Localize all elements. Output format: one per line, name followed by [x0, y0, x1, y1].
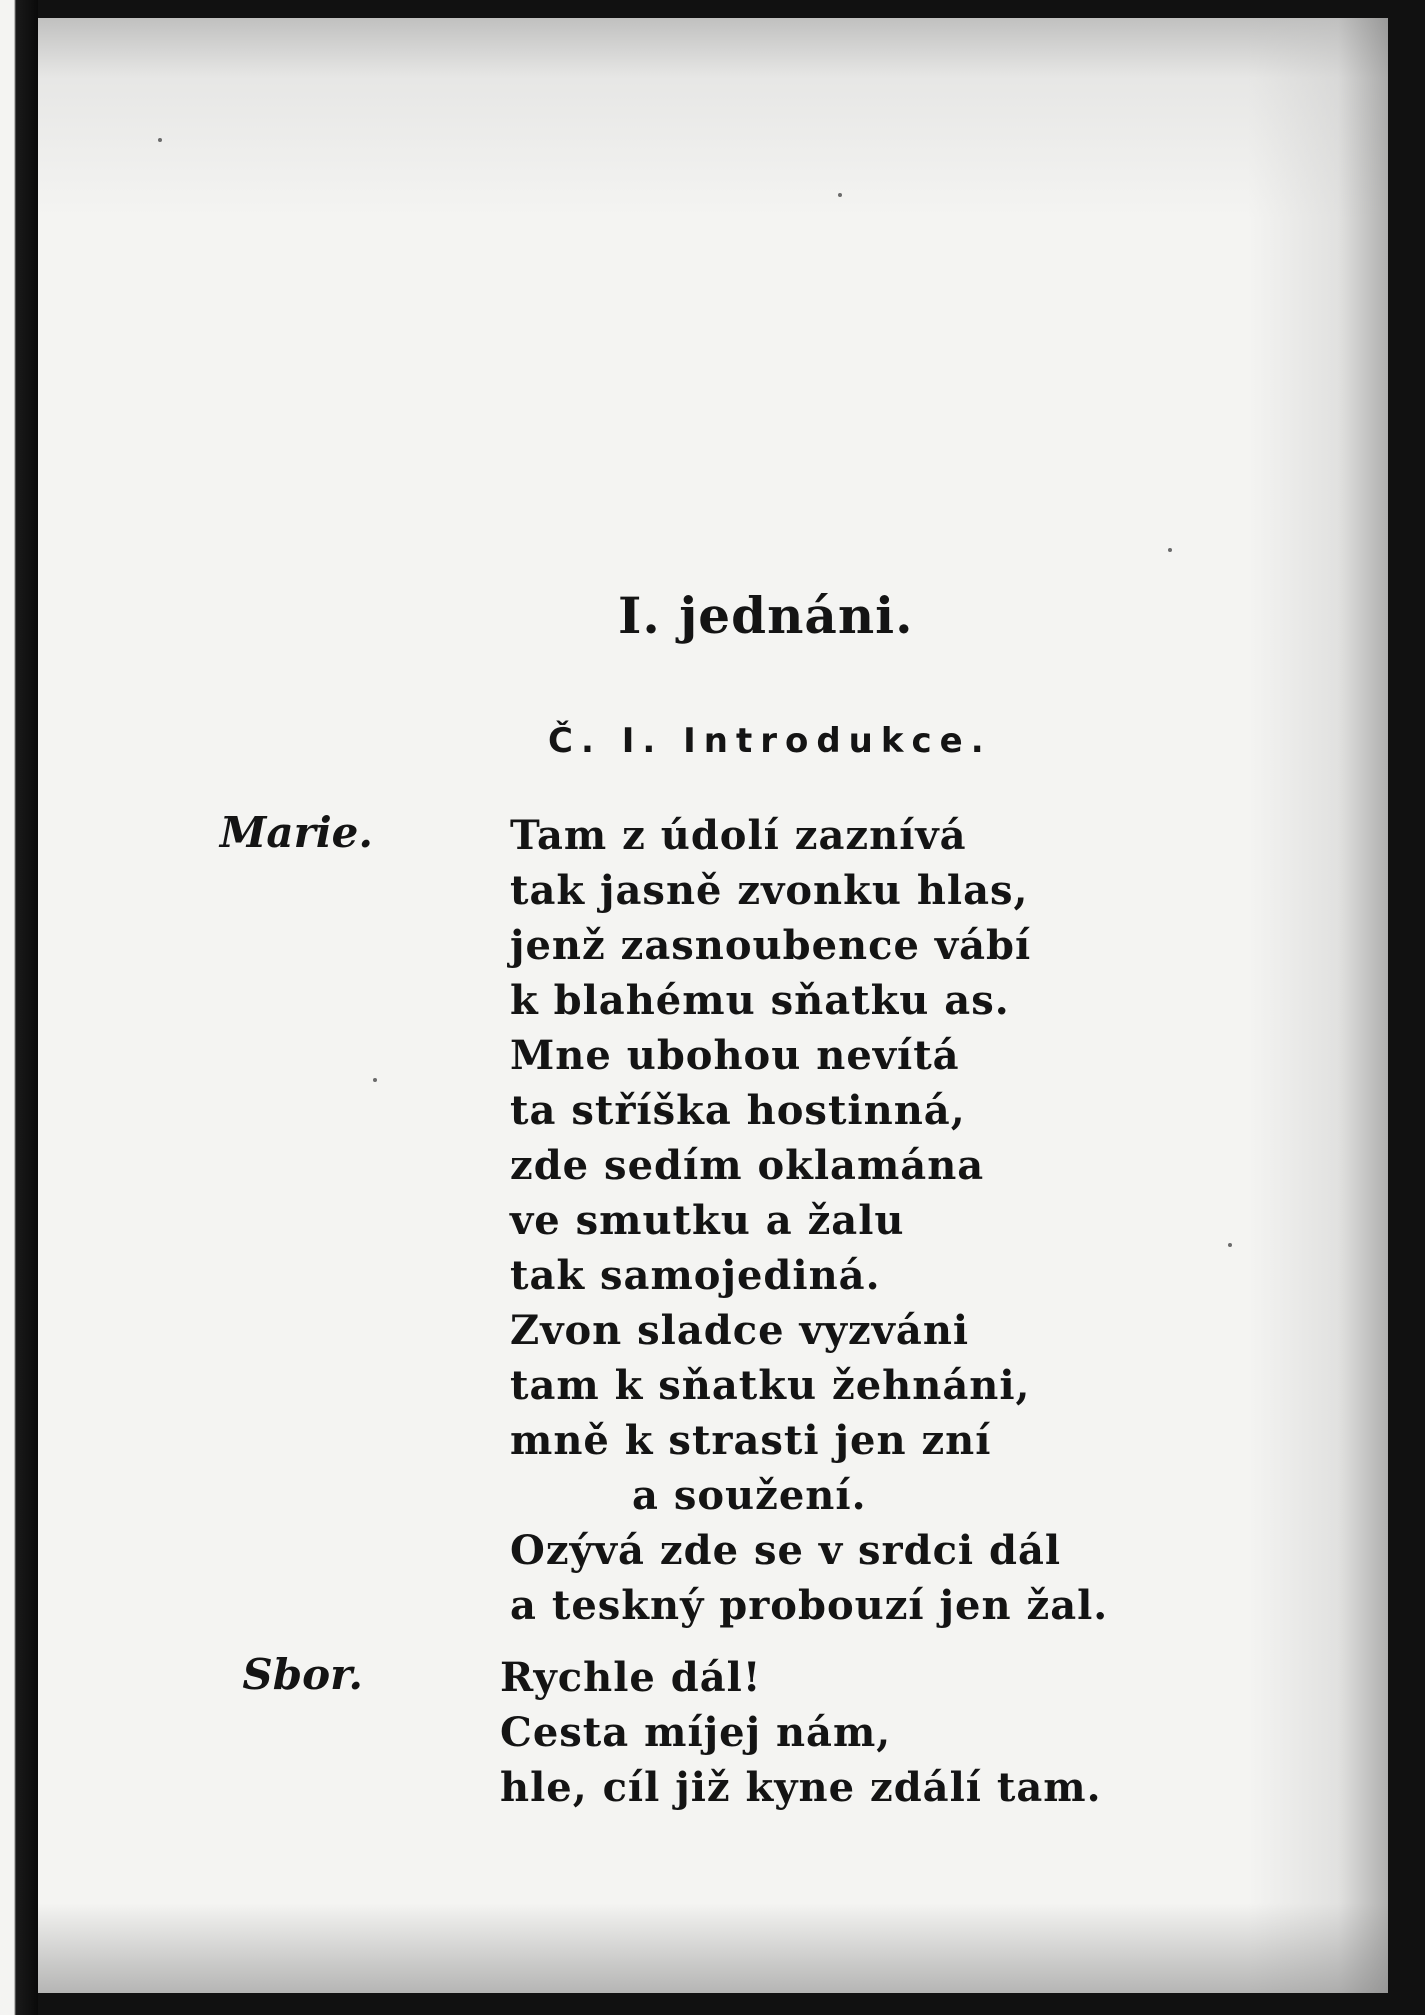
verse-line: a teskný probouzí jen žal. — [510, 1582, 1109, 1629]
verse-line: tak samojediná. — [510, 1252, 881, 1299]
verse-line: Mne ubohou nevítá — [510, 1032, 960, 1079]
act-heading: I. jednáni. — [618, 586, 914, 645]
verse-sbor — [500, 1650, 1102, 1815]
verse-line: hle, cíl již kyne zdálí tam. — [500, 1764, 1102, 1811]
speaker-sbor: Sbor. — [242, 1650, 363, 1699]
verse-marie — [510, 808, 1108, 1633]
libretto-text — [38, 18, 1388, 1993]
verse-line: a soužení. — [632, 1472, 867, 1519]
verse-line: Tam z údolí zaznívá — [510, 812, 967, 859]
verse-line: k blahému sňatku as. — [510, 977, 1010, 1024]
verse-line: ta stříška hostinná, — [510, 1087, 966, 1134]
verse-line: tam k sňatku žehnáni, — [510, 1362, 1031, 1409]
verse-line: mně k strasti jen zní — [510, 1417, 992, 1464]
verse-line: Rychle dál! — [500, 1654, 762, 1701]
verse-line: ve smutku a žalu — [510, 1197, 905, 1244]
verse-line: tak jasně zvonku hlas, — [510, 867, 1029, 914]
book-page — [38, 18, 1388, 1993]
verse-line: Cesta míjej nám, — [500, 1709, 892, 1756]
verse-line: Zvon sladce vyzváni — [510, 1307, 970, 1354]
binding-edge — [0, 0, 38, 2015]
verse-line: zde sedím oklamána — [510, 1142, 985, 1189]
section-heading: Č. I. Introdukce. — [548, 721, 992, 761]
speaker-marie: Marie. — [219, 808, 373, 857]
verse-line: Ozývá zde se v srdci dál — [510, 1527, 1062, 1574]
verse-line: jenž zasnoubence vábí — [510, 922, 1032, 969]
